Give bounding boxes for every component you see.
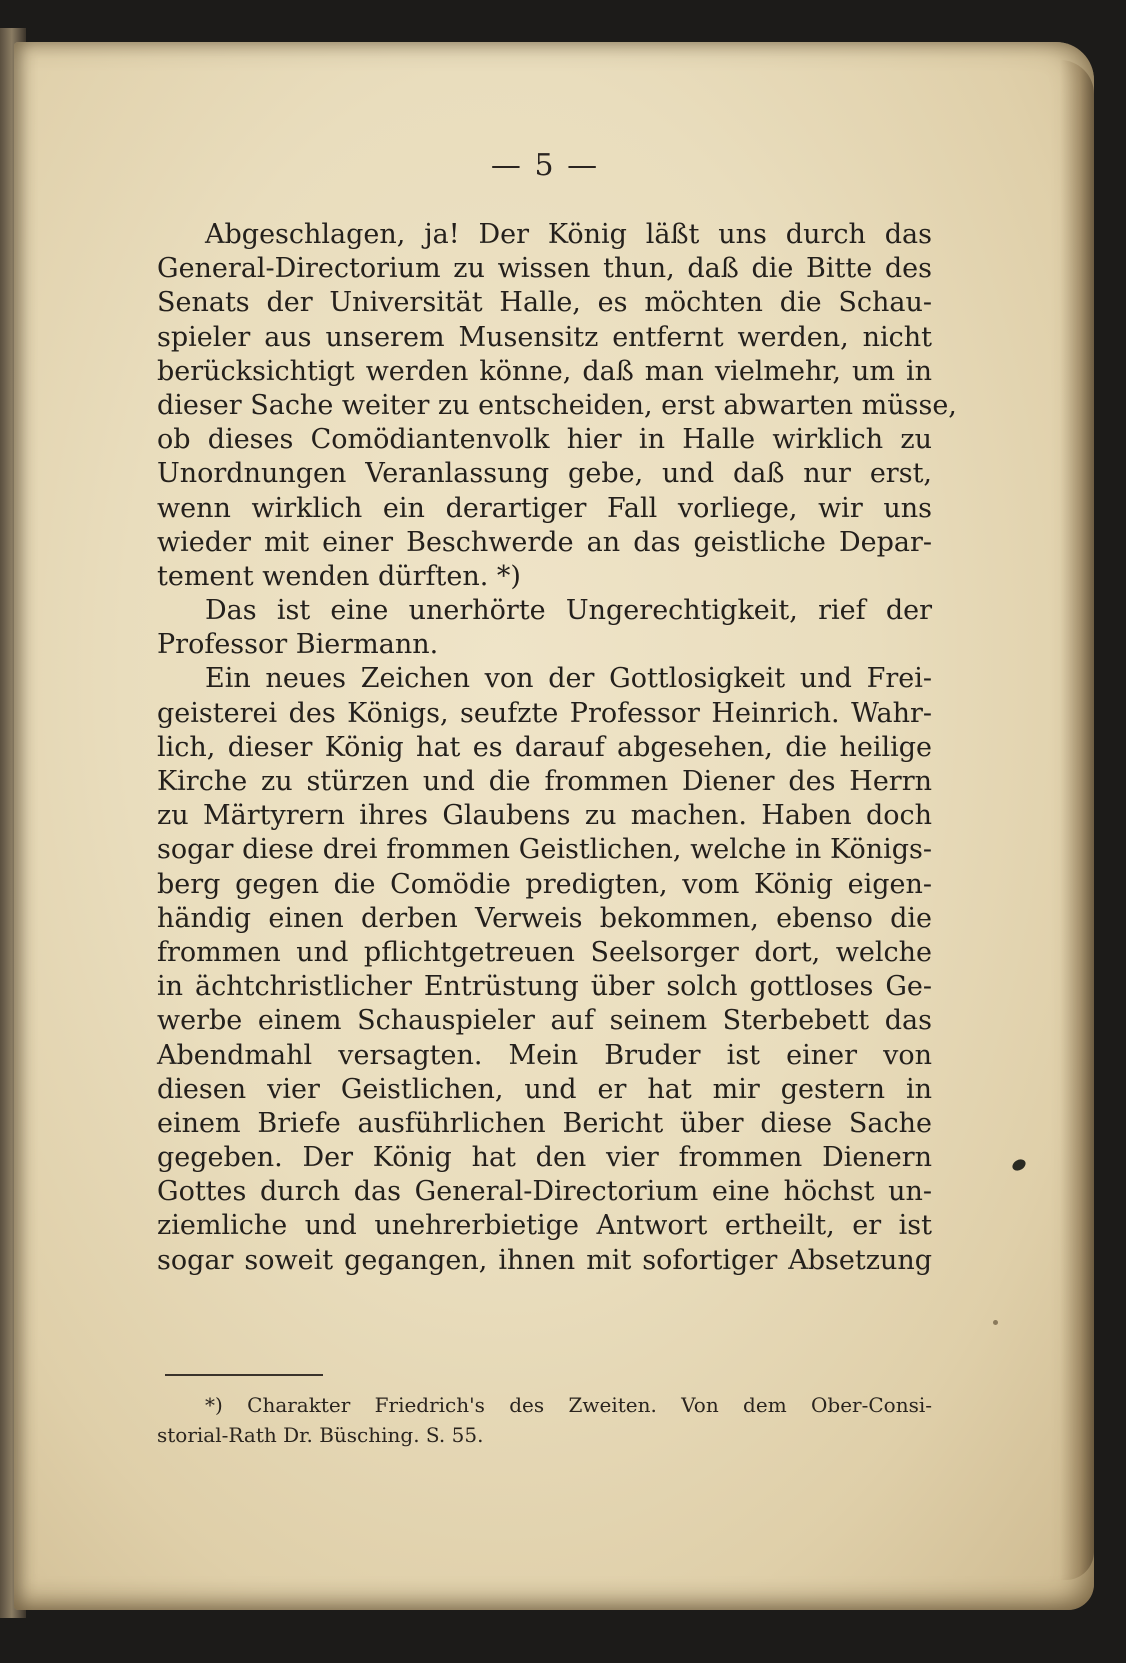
text-line: spieler aus unserem Musensitz entfernt werden, nicht xyxy=(157,321,932,353)
text-line: frommen und pflichtgetreuen Seelsorger dort, welche xyxy=(157,936,932,968)
text-line: händig einen derben Verweis bekommen, ebenso die xyxy=(157,902,932,934)
body-text xyxy=(157,218,957,1278)
text-line: berg gegen die Comödie predigten, vom König eigen- xyxy=(157,868,932,900)
text-line: wenn wirklich ein derartiger Fall vorliege, wir uns xyxy=(157,492,932,524)
footnote-line: *) Charakter Friedrich's des Zweiten. Von dem Ober-Consi- xyxy=(205,1393,932,1417)
text-line: diesen vier Geistlichen, und er hat mir gestern in xyxy=(157,1073,932,1105)
footnote-rule xyxy=(165,1374,323,1376)
text-line: sogar diese drei frommen Geistlichen, welche in Königs- xyxy=(157,834,932,866)
text-line: Professor Biermann. xyxy=(157,629,439,661)
text-line: Gottes durch das General-Directorium eine höchst un- xyxy=(157,1176,932,1208)
text-line: ziemliche und unehrerbietige Antwort ertheilt, er ist xyxy=(157,1210,932,1242)
text-line: Kirche zu stürzen und die frommen Diener des Herrn xyxy=(157,766,932,797)
text-line: Abgeschlagen, ja! Der König läßt uns durch das xyxy=(205,219,932,250)
text-line: Ein neues Zeichen von der Gottlosigkeit und Frei- xyxy=(205,663,932,695)
text-line: lich, dieser König hat es darauf abgesehen, die heilige xyxy=(157,731,932,763)
text-line: ob dieses Comödiantenvolk hier in Halle wirklich zu xyxy=(157,424,932,456)
page-number: — 5 — xyxy=(490,148,600,183)
text-line: einem Briefe ausführlichen Bericht über diese Sache xyxy=(157,1107,932,1139)
text-line: tement wenden dürften. *) xyxy=(157,560,521,592)
text-line: berücksichtigt werden könne, daß man vielmehr, um in xyxy=(157,355,932,387)
text-line: Senats der Universität Halle, es möchten die Schau- xyxy=(157,287,932,319)
text-line: Abendmahl versagten. Mein Bruder ist einer von xyxy=(157,1039,932,1071)
text-line: wieder mit einer Beschwerde an das geistliche Depar- xyxy=(157,526,932,558)
text-line: werbe einem Schauspieler auf seinem Sterbebett das xyxy=(157,1005,932,1037)
footnote-line: storial-Rath Dr. Büsching. S. 55. xyxy=(157,1423,484,1447)
page-curl-shadow xyxy=(1060,60,1094,1580)
text-line: Unordnungen Veranlassung gebe, und daß nur erst, xyxy=(157,458,932,490)
text-line: zu Märtyrern ihres Glaubens zu machen. Haben doch xyxy=(157,800,932,832)
ink-spot xyxy=(993,1320,998,1325)
text-line: General-Directorium zu wissen thun, daß die Bitte des xyxy=(157,253,932,285)
footnote xyxy=(157,1390,932,1450)
text-line: Das ist eine unerhörte Ungerechtigkeit, rief der xyxy=(205,595,932,627)
text-line: gegeben. Der König hat den vier frommen Dienern xyxy=(157,1142,932,1174)
text-line: dieser Sache weiter zu entscheiden, erst abwarten müsse, xyxy=(157,389,957,421)
text-line: sogar soweit gegangen, ihnen mit sofortiger Absetzung xyxy=(157,1244,932,1276)
text-line: in ächtchristlicher Entrüstung über solch gottloses Ge- xyxy=(157,971,932,1003)
text-line: geisterei des Königs, seufzte Professor Heinrich. Wahr- xyxy=(157,697,932,729)
